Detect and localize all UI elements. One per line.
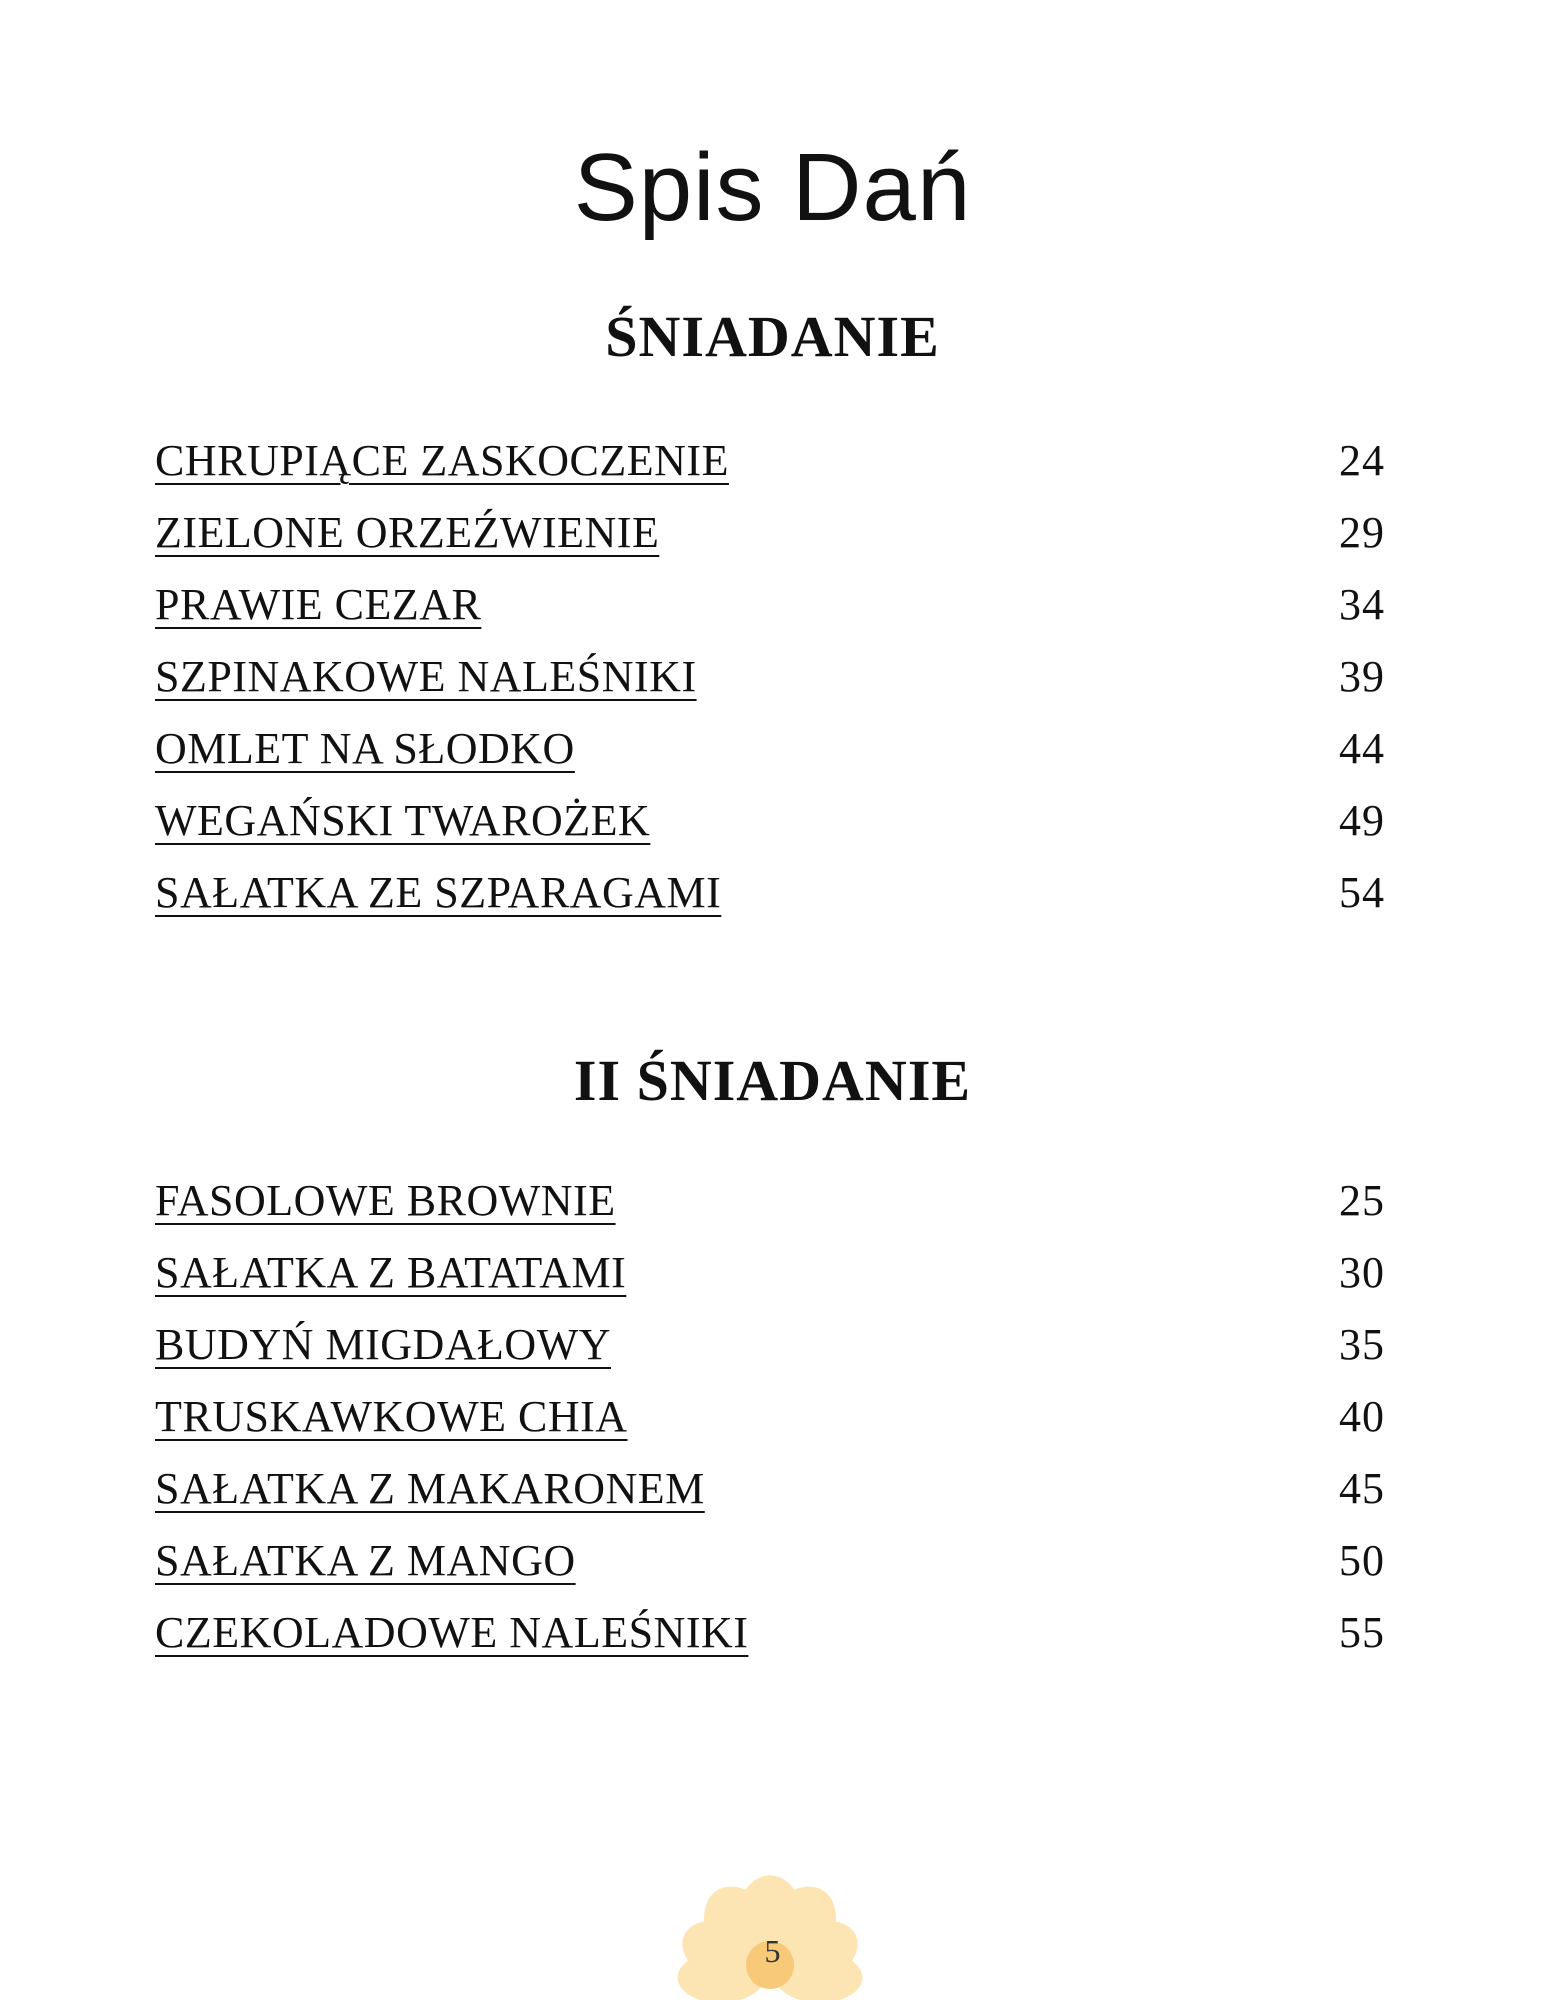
toc-row — [155, 569, 1385, 641]
section-heading-sniadanie: ŚNIADANIE — [605, 304, 940, 369]
toc-row — [155, 497, 1385, 569]
toc-row — [155, 641, 1385, 713]
toc-row — [155, 1309, 1385, 1381]
toc-list-sniadanie — [155, 425, 1385, 929]
toc-page-number: 30 — [1339, 1248, 1385, 1297]
toc-link[interactable]: ZIELONE ORZEŹWIENIE — [155, 508, 660, 557]
toc-link[interactable]: SAŁATKA Z BATATAMI — [155, 1248, 627, 1297]
toc-link[interactable]: FASOLOWE BROWNIE — [155, 1176, 616, 1225]
toc-page-number: 54 — [1339, 868, 1385, 917]
toc-page-number: 50 — [1339, 1536, 1385, 1585]
toc-page-number: 45 — [1339, 1464, 1385, 1513]
toc-link[interactable]: CZEKOLADOWE NALEŚNIKI — [155, 1608, 749, 1657]
toc-row — [155, 425, 1385, 497]
toc-link[interactable]: PRAWIE CEZAR — [155, 580, 482, 629]
toc-page-number: 29 — [1339, 508, 1385, 557]
page-number: 5 — [764, 1933, 781, 1969]
toc-row — [155, 1525, 1385, 1597]
toc-link[interactable]: TRUSKAWKOWE CHIA — [155, 1392, 628, 1441]
page-title: Spis Dań — [573, 134, 972, 241]
toc-page-number: 24 — [1339, 436, 1385, 485]
toc-link[interactable]: SAŁATKA ZE SZPARAGAMI — [155, 868, 722, 917]
toc-row — [155, 1165, 1385, 1237]
toc-page-number: 49 — [1339, 796, 1385, 845]
toc-page-number: 55 — [1339, 1608, 1385, 1657]
toc-page-number: 40 — [1339, 1392, 1385, 1441]
toc-page-number: 35 — [1339, 1320, 1385, 1369]
toc-link[interactable]: SZPINAKOWE NALEŚNIKI — [155, 652, 697, 701]
toc-link[interactable]: CHRUPIĄCE ZASKOCZENIE — [155, 436, 729, 485]
toc-row — [155, 785, 1385, 857]
toc-row — [155, 1237, 1385, 1309]
toc-row — [155, 1381, 1385, 1453]
toc-link[interactable]: BUDYŃ MIGDAŁOWY — [155, 1320, 612, 1369]
toc-row — [155, 1597, 1385, 1669]
toc-list-ii-sniadanie — [155, 1165, 1385, 1669]
toc-page-number: 39 — [1339, 652, 1385, 701]
toc-link[interactable]: SAŁATKA Z MANGO — [155, 1536, 576, 1585]
toc-row — [155, 1453, 1385, 1525]
toc-page-number: 44 — [1339, 724, 1385, 773]
toc-link[interactable]: WEGAŃSKI TWAROŻEK — [155, 796, 651, 845]
toc-link[interactable]: SAŁATKA Z MAKARONEM — [155, 1464, 705, 1513]
toc-link[interactable]: OMLET NA SŁODKO — [155, 724, 575, 773]
toc-page-number: 34 — [1339, 580, 1385, 629]
toc-row — [155, 713, 1385, 785]
toc-page-number: 25 — [1339, 1176, 1385, 1225]
toc-row — [155, 857, 1385, 929]
section-heading-ii-sniadanie: II ŚNIADANIE — [573, 1048, 972, 1113]
